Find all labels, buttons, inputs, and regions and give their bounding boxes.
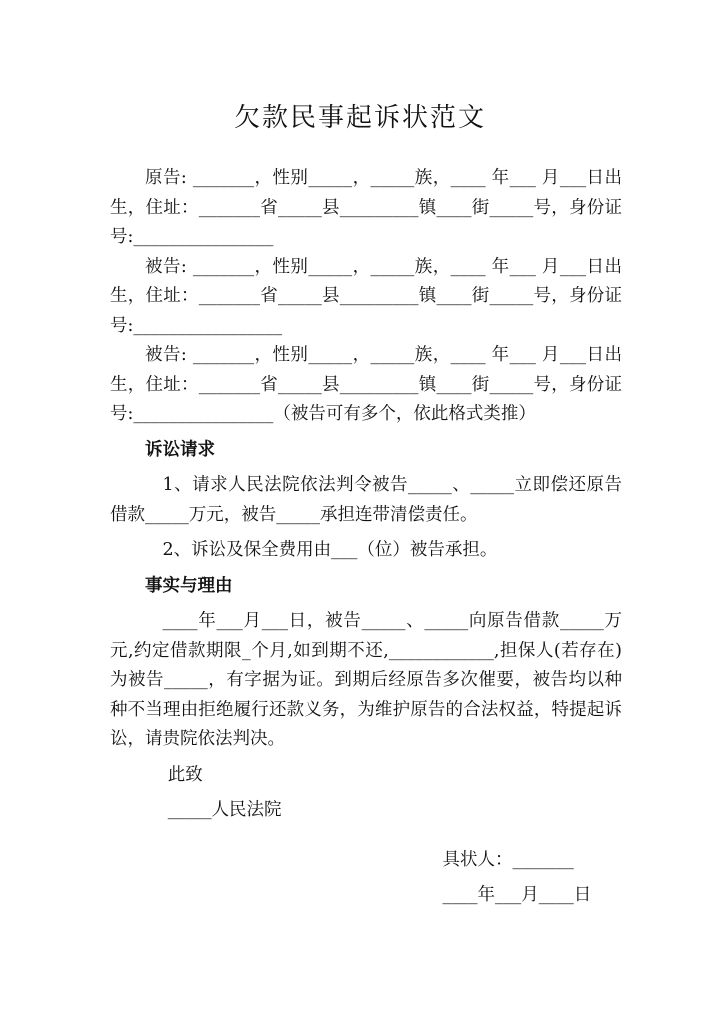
document-body: [110, 164, 622, 911]
claims-heading: 诉讼请求: [145, 439, 215, 460]
claim-item-2: 2、诉讼及保全费用由___（位）被告承担。: [162, 540, 498, 560]
defendant-info-1: 被告: _______，性别_____，_____族，____ 年___ 月___日出生，住址：_______省_____县_________镇____街_____号，身份证号:_________________: [110, 256, 622, 336]
defendant-info-2: 被告: _______，性别_____，_____族，____ 年___ 月___日出生，住址：_______省_____县_________镇____街_____号，身份证号:________________（被告可有多个，依此格式类推）: [110, 345, 622, 424]
closing-line: 此致: [167, 764, 203, 785]
date-line: ____年___月____日: [442, 885, 592, 905]
court-line: _____人民法院: [167, 800, 282, 820]
claim-item-1: 1、请求人民法院依法判令被告_____、_____立即偿还原告借款_____万元，被告_____承担连带清偿责任。: [110, 475, 622, 525]
facts-heading: 事实与理由: [145, 575, 233, 596]
signer-line: 具状人：_______: [442, 849, 574, 870]
plaintiff-info: 原告: _______，性别_____，_____族，____ 年___ 月___日出生，住址：_______省_____县_________镇____街_____号，身份证号:________________: [110, 168, 622, 247]
facts-body: ____年___月___日，被告_____、_____向原告借款_____万元,约定借款期限_个月,如到期不还,____________,担保人(若存在)为被告_____，有字据为证。到期后经原告多次催要，被告均以种种不当理由拒绝履行还款义务，为维护原告的合法权益，特提起诉讼，请贵院依法判决。: [110, 611, 622, 749]
page-title: 欠款民事起诉状范文: [233, 103, 486, 134]
